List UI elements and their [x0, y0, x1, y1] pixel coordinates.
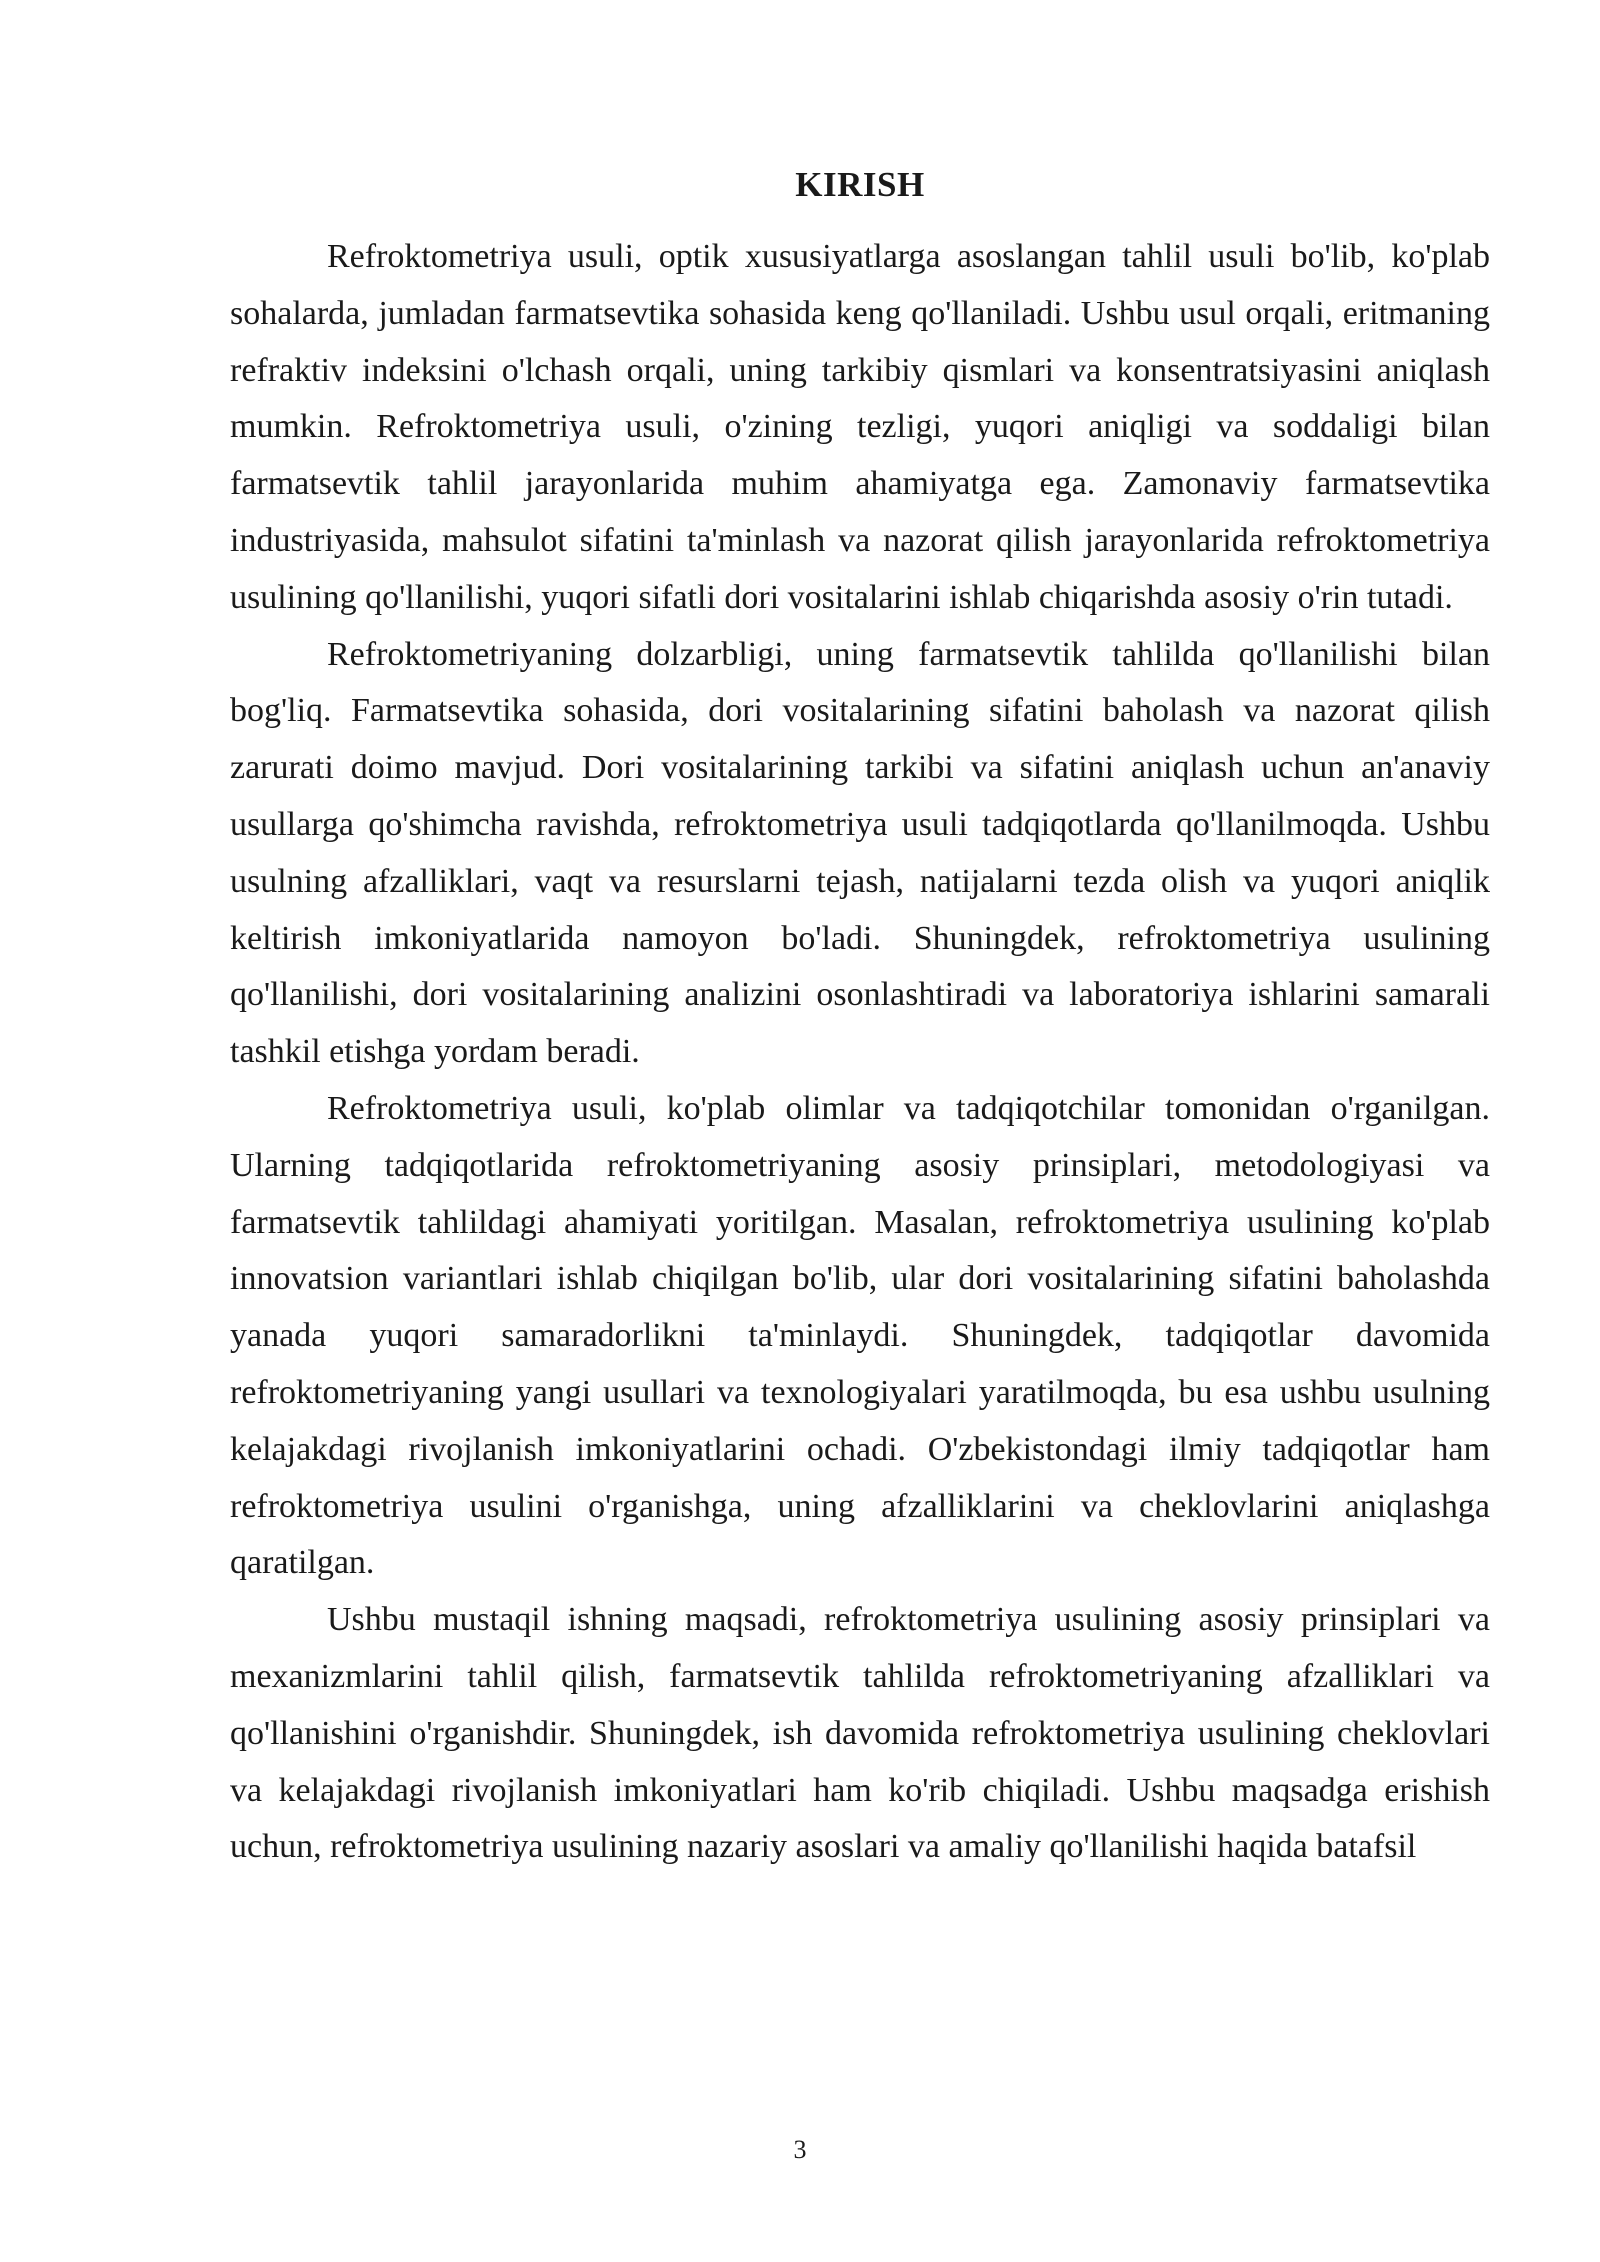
page-number: 3	[793, 2135, 807, 2164]
paragraph-2: Refroktometriyaning dolzarbligi, uning farmatsevtik tahlilda qo'llanilishi bilan bog'liq. Farmatsevtika sohasida, dori vositalarining sifatini baholash va nazorat qilish zarurati doimo mavjud. Dori vositalarining tarkibi va sifatini aniqlash uchun an'anaviy usullarga qo'shimcha ravishda, refroktometriya usuli tadqiqotlarda qo'llanilmoqda. Ushbu usulning afzalliklari, vaqt va resurslarni tejash, natijalarni tezda olish va yuqori aniqlik keltirish imkoniyatlarida namoyon bo'ladi. Shuningdek, refroktometriya usulining qo'llanilishi, dori vositalarining analizini osonlashtiradi va laboratoriya ishlarini samarali tashkil etishga yordam beradi.	[230, 635, 1490, 1071]
paragraph-1: Refroktometriya usuli, optik xususiyatlarga asoslangan tahlil usuli bo'lib, ko'plab sohalarda, jumladan farmatsevtika sohasida keng qo'llaniladi. Ushbu usul orqali, eritmaning refraktiv indeksini o'lchash orqali, uning tarkibiy qismlari va konsentratsiyasini aniqlash mumkin. Refroktometriya usuli, o'zining tezligi, yuqori aniqligi va soddaligi bilan farmatsevtik tahlil jarayonlarida muhim ahamiyatga ega. Zamonaviy farmatsevtika industriyasida, mahsulot sifatini ta'minlash va nazorat qilish jarayonlarida refroktometriya usulining qo'llanilishi, yuqori sifatli dori vositalarini ishlab chiqarishda asosiy o'rin tutadi.	[230, 238, 1490, 616]
page-content	[230, 163, 1490, 1876]
paragraph-4: Ushbu mustaqil ishning maqsadi, refroktometriya usulining asosiy prinsiplari va mexanizmlarini tahlil qilish, farmatsevtik tahlilda refroktometriyaning afzalliklari va qo'llanishini o'rganishdir. Shuningdek, ish davomida refroktometriya usulining cheklovlari va kelajakdagi rivojlanish imkoniyatlari ham ko'rib chiqiladi. Ushbu maqsadga erishish uchun, refroktometriya usulining nazariy asoslari va amaliy qo'llanilishi haqida batafsil	[230, 1601, 1490, 1866]
section-title: KIRISH	[795, 165, 925, 204]
paragraph-3: Refroktometriya usuli, ko'plab olimlar va tadqiqotchilar tomonidan o'rganilgan. Ularning tadqiqotlarida refroktometriyaning asosiy prinsiplari, metodologiyasi va farmatsevtik tahlildagi ahamiyati yoritilgan. Masalan, refroktometriya usulining ko'plab innovatsion variantlari ishlab chiqilgan bo'lib, ular dori vositalarining sifatini baholashda yanada yuqori samaradorlikni ta'minlaydi. Shuningdek, tadqiqotlar davomida refroktometriyaning yangi usullari va texnologiyalari yaratilmoqda, bu esa ushbu usulning kelajakdagi rivojlanish imkoniyatlarini ochadi. O'zbekistondagi ilmiy tadqiqotlar ham refroktometriya usulini o'rganishga, uning afzalliklarini va cheklovlarini aniqlashga qaratilgan.	[230, 1089, 1490, 1582]
